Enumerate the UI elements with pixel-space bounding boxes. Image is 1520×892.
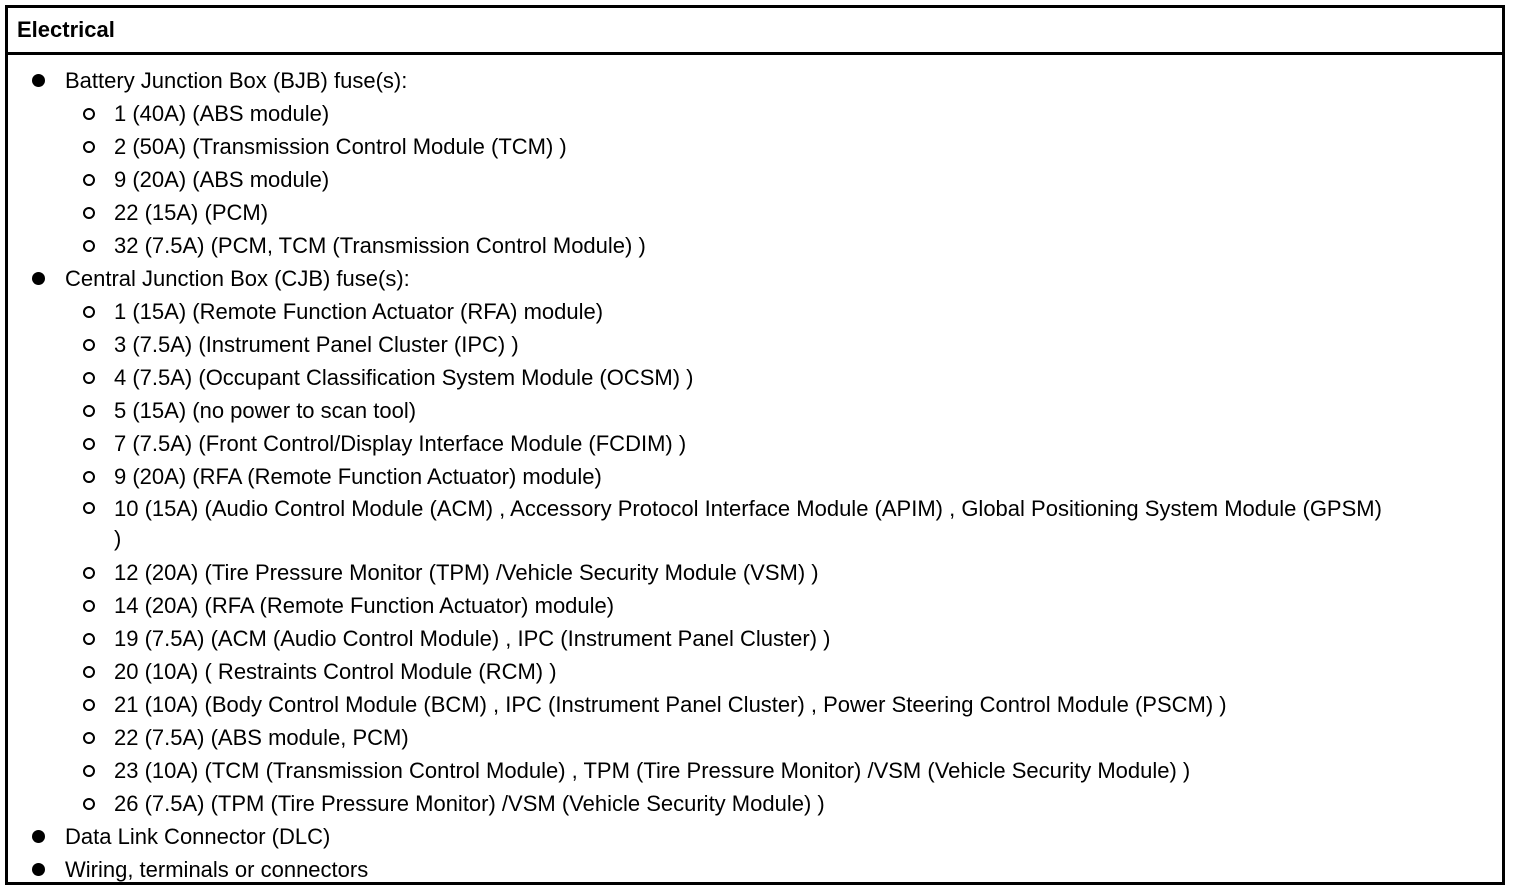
fuse-item xyxy=(65,130,1385,163)
fuse-label: 10 (15A) (Audio Control Module (ACM) , Accessory Protocol Interface Module (APIM) , Global Positioning System Module (GPSM) ) xyxy=(114,496,1382,551)
bullet-circle-icon xyxy=(83,339,95,351)
bullet-disc-icon xyxy=(32,863,45,876)
fuse-item xyxy=(65,196,1385,229)
bullet-circle-icon xyxy=(83,666,95,678)
fuse-label: 22 (15A) (PCM) xyxy=(114,200,269,225)
bullet-circle-icon xyxy=(83,108,95,120)
fuse-label: 5 (15A) (no power to scan tool) xyxy=(114,398,417,423)
fuse-item xyxy=(65,754,1385,787)
bullet-circle-icon xyxy=(83,567,95,579)
fuse-label: 21 (10A) (Body Control Module (BCM) , IPC (Instrument Panel Cluster) , Power Steering Control Module (PSCM) ) xyxy=(114,692,1227,717)
bullet-disc-icon xyxy=(32,74,45,87)
fuse-item xyxy=(65,688,1385,721)
fuse-item xyxy=(65,229,1385,262)
list-item-cjb xyxy=(8,262,1502,820)
bullet-circle-icon xyxy=(83,306,95,318)
fuse-label: 3 (7.5A) (Instrument Panel Cluster (IPC) ) xyxy=(114,332,519,357)
fuse-label: 20 (10A) ( Restraints Control Module (RCM) ) xyxy=(114,659,557,684)
section-title: Electrical xyxy=(8,8,1502,55)
fuse-item xyxy=(65,328,1385,361)
fuse-label: 22 (7.5A) (ABS module, PCM) xyxy=(114,725,409,750)
list-item-label: Data Link Connector (DLC) xyxy=(65,824,331,849)
fuse-label: 26 (7.5A) (TPM (Tire Pressure Monitor) /VSM (Vehicle Security Module) ) xyxy=(114,791,825,816)
fuse-item xyxy=(65,163,1385,196)
fuse-label: 12 (20A) (Tire Pressure Monitor (TPM) /Vehicle Security Module (VSM) ) xyxy=(114,560,819,585)
fuse-label: 14 (20A) (RFA (Remote Function Actuator) module) xyxy=(114,593,615,618)
bullet-circle-icon xyxy=(83,471,95,483)
fuse-label: 9 (20A) (RFA (Remote Function Actuator) module) xyxy=(114,464,602,489)
list-item-bjb xyxy=(8,64,1502,262)
bullet-circle-icon xyxy=(83,207,95,219)
list-item-wiring xyxy=(8,853,1502,886)
fuse-item xyxy=(65,427,1385,460)
list-item-label: Battery Junction Box (BJB) fuse(s): xyxy=(65,68,408,93)
bullet-circle-icon xyxy=(83,240,95,252)
cjb-fuse-list xyxy=(65,295,1502,820)
fuse-label: 4 (7.5A) (Occupant Classification System Module (OCSM) ) xyxy=(114,365,694,390)
fuse-item xyxy=(65,622,1385,655)
fuse-label: 9 (20A) (ABS module) xyxy=(114,167,330,192)
fuse-item xyxy=(65,394,1385,427)
fuse-item xyxy=(65,97,1385,130)
fuse-label: 23 (10A) (TCM (Transmission Control Module) , TPM (Tire Pressure Monitor) /VSM (Vehicle Security Module) ) xyxy=(114,758,1191,783)
fuse-label: 1 (40A) (ABS module) xyxy=(114,101,330,126)
fuse-item xyxy=(65,556,1385,589)
electrical-section xyxy=(5,5,1505,885)
bullet-circle-icon xyxy=(83,502,95,514)
bullet-circle-icon xyxy=(83,438,95,450)
fuse-item xyxy=(65,493,1385,556)
section-content xyxy=(8,55,1502,886)
fuse-item xyxy=(65,361,1385,394)
fuse-label: 19 (7.5A) (ACM (Audio Control Module) , IPC (Instrument Panel Cluster) ) xyxy=(114,626,831,651)
bullet-circle-icon xyxy=(83,798,95,810)
fuse-label: 2 (50A) (Transmission Control Module (TCM) ) xyxy=(114,134,567,159)
bullet-circle-icon xyxy=(83,174,95,186)
bullet-disc-icon xyxy=(32,830,45,843)
fuse-item xyxy=(65,460,1385,493)
bullet-circle-icon xyxy=(83,765,95,777)
list-item-label: Central Junction Box (CJB) fuse(s): xyxy=(65,266,410,291)
fuse-label: 7 (7.5A) (Front Control/Display Interface Module (FCDIM) ) xyxy=(114,431,687,456)
bullet-disc-icon xyxy=(32,272,45,285)
bullet-circle-icon xyxy=(83,372,95,384)
bullet-circle-icon xyxy=(83,405,95,417)
bullet-circle-icon xyxy=(83,699,95,711)
bullet-circle-icon xyxy=(83,633,95,645)
bjb-fuse-list xyxy=(65,97,1502,262)
list-item-label: Wiring, terminals or connectors xyxy=(65,857,369,882)
fuse-item xyxy=(65,721,1385,754)
bullet-circle-icon xyxy=(83,732,95,744)
fuse-label: 1 (15A) (Remote Function Actuator (RFA) module) xyxy=(114,299,604,324)
checklist xyxy=(8,64,1502,886)
bullet-circle-icon xyxy=(83,141,95,153)
fuse-label: 32 (7.5A) (PCM, TCM (Transmission Control Module) ) xyxy=(114,233,646,258)
fuse-item xyxy=(65,787,1385,820)
fuse-item xyxy=(65,295,1385,328)
bullet-circle-icon xyxy=(83,600,95,612)
list-item-dlc xyxy=(8,820,1502,853)
fuse-item xyxy=(65,655,1385,688)
fuse-item xyxy=(65,589,1385,622)
